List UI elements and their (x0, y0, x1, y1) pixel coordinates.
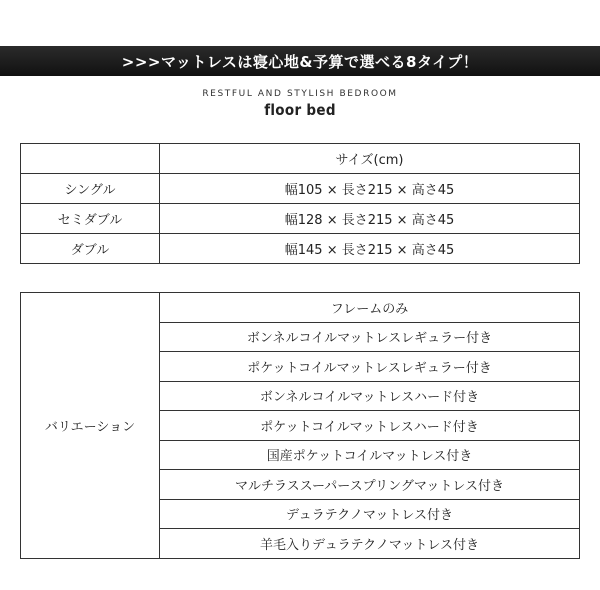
table-row (21, 293, 580, 323)
variation-item: フレームのみ (160, 293, 580, 323)
header-banner (0, 46, 600, 76)
size-header: サイズ(cm) (160, 144, 580, 174)
size-table (20, 143, 580, 264)
variation-item: マルチラススーパースプリングマットレス付き (160, 470, 580, 500)
variation-item: 国産ポケットコイルマットレス付き (160, 440, 580, 470)
size-label: ダブル (21, 234, 160, 264)
table-row (21, 234, 580, 264)
variation-item: デュラテクノマットレス付き (160, 499, 580, 529)
variation-item: ポケットコイルマットレスレギュラー付き (160, 352, 580, 382)
table-row (21, 204, 580, 234)
size-value: 幅105 × 長さ215 × 高さ45 (160, 174, 580, 204)
banner-text: >>>マットレスは寝心地&予算で選べる8タイプ！ (121, 52, 479, 71)
size-label: シングル (21, 174, 160, 204)
variation-label: バリエーション (21, 293, 160, 559)
brand-tagline: RESTFUL AND STYLISH BEDROOM (202, 89, 398, 99)
size-value: 幅128 × 長さ215 × 高さ45 (160, 204, 580, 234)
brand-name: floor bed (264, 101, 336, 119)
table-cell-empty (21, 144, 160, 174)
variation-table (20, 292, 580, 559)
variation-item: ポケットコイルマットレスハード付き (160, 411, 580, 441)
size-label: セミダブル (21, 204, 160, 234)
variation-item: 羊毛入りデュラテクノマットレス付き (160, 529, 580, 559)
table-row (21, 144, 580, 174)
table-row (21, 174, 580, 204)
size-value: 幅145 × 長さ215 × 高さ45 (160, 234, 580, 264)
variation-item: ボンネルコイルマットレスレギュラー付き (160, 322, 580, 352)
variation-item: ボンネルコイルマットレスハード付き (160, 381, 580, 411)
